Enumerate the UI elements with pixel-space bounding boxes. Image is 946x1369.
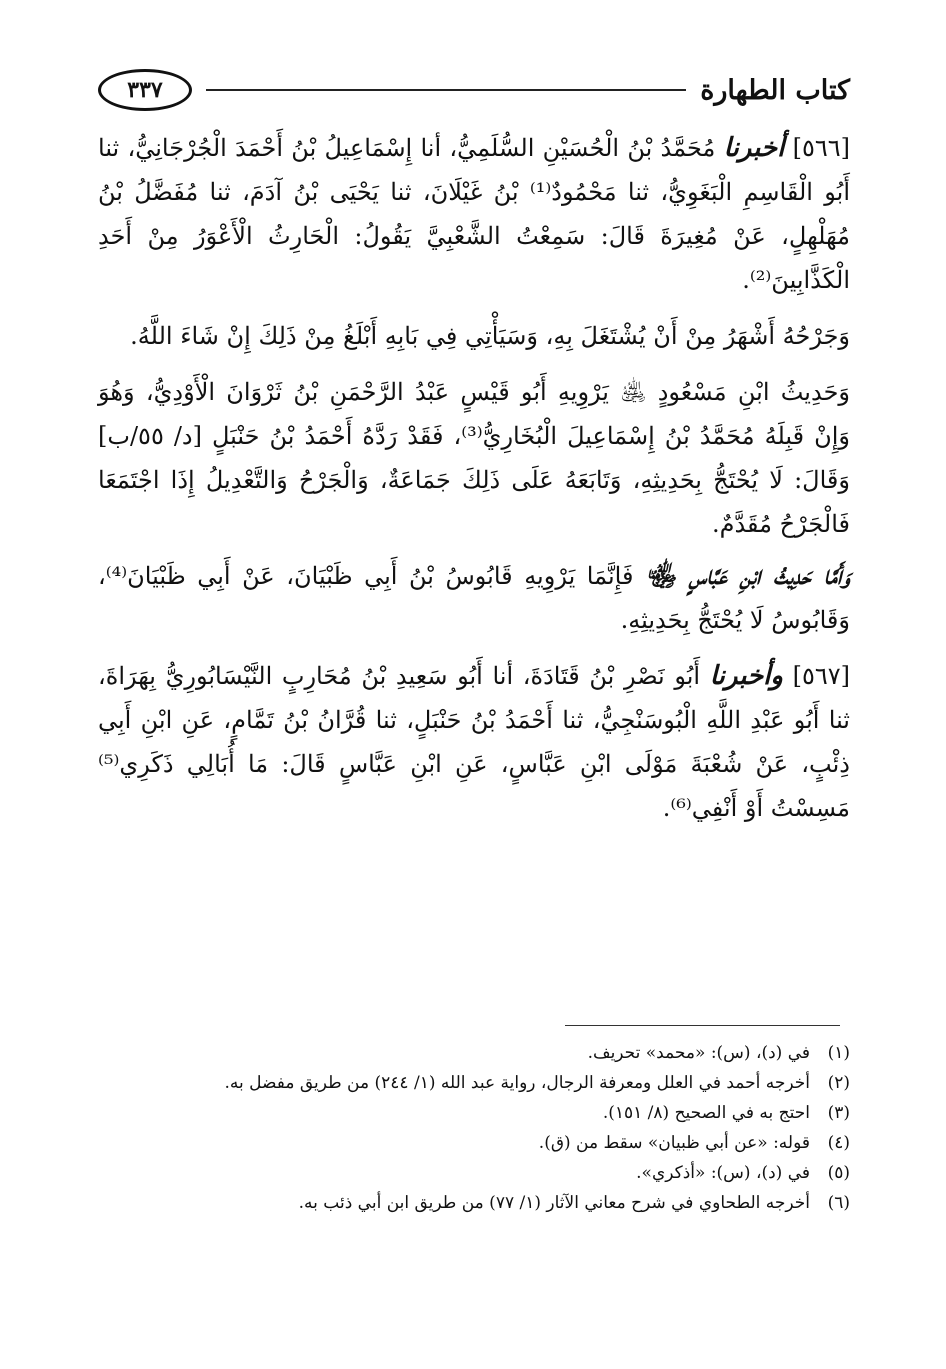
paragraph-text: وَجَرْحُهُ أَشْهَرُ مِنْ أَنْ يُشْتَغَلَ بِهِ، وَسَيَأْتِي فِي بَابِهِ أَبْلَغُ مِنْ ذَلِكَ إِنْ شَاءَ اللَّهُ. bbox=[130, 322, 850, 350]
footnote-separator bbox=[565, 1025, 840, 1026]
footnote-item bbox=[98, 1038, 850, 1068]
paragraph-lead: وأخبرنا bbox=[709, 661, 783, 691]
footnote-text: أخرجه الطحاوي في شرح معاني الآثار (١/ ٧٧) من طريق ابن أبي ذئب به. bbox=[298, 1193, 810, 1213]
footnote-text: أخرجه أحمد في العلل ومعرفة الرجال، رواية عبد الله (١/ ٢٤٤) من طريق مفضل به. bbox=[224, 1073, 810, 1093]
footnote-number: (٤) bbox=[827, 1133, 850, 1153]
footnote-item bbox=[98, 1068, 850, 1098]
footnote-number: (٢) bbox=[827, 1073, 850, 1093]
footnote-item bbox=[98, 1098, 850, 1128]
footnote-text: في (د)، (س): «أذكري». bbox=[636, 1163, 810, 1183]
book-title: كتاب الطهارة bbox=[700, 74, 850, 106]
footnote-number: (٦) bbox=[827, 1193, 850, 1213]
footnote-text: قوله: «عن أبي ظبيان» سقط من (ق). bbox=[538, 1133, 810, 1153]
paragraph-lead: أخبرنا bbox=[723, 133, 785, 163]
paragraph-text: فَإِنَّمَا يَرْوِيهِ قَابُوسُ بْنُ أَبِي ظَبْيَانَ، عَنْ أَبِي ظَبْيَانَ⁽⁴⁾، وَقَابُوسُ لَا يُحْتَجُّ بِحَدِيثِهِ. bbox=[98, 562, 850, 634]
hadith-number: [٥٦٧] bbox=[792, 662, 850, 690]
paragraph-hadith-566 bbox=[98, 126, 850, 302]
footnote-number: (٣) bbox=[827, 1103, 850, 1123]
hadith-number: [٥٦٦] bbox=[792, 134, 850, 162]
paragraph-hadith-567 bbox=[98, 654, 850, 830]
paragraph-commentary bbox=[98, 314, 850, 358]
footnote-text: احتج به في الصحيح (٨/ ١٥١). bbox=[602, 1103, 810, 1123]
footnote-item bbox=[98, 1128, 850, 1158]
header-rule bbox=[206, 89, 686, 91]
footnote-number: (١) bbox=[827, 1043, 850, 1063]
footnote-text: في (د)، (س): «محمد» تحريف. bbox=[587, 1043, 810, 1063]
paragraph-text: أَبُو نَصْرِ بْنُ قَتَادَةَ، أنا أَبُو سَعِيدِ بْنُ مُحَارِبٍ النَّيْسَابُورِيُّ بِهَرَاةَ، ثنا أَبُو عَبْدِ اللَّهِ الْبُوسَنْجِيُّ، ثنا أَحْمَدُ بْنُ حَنْبَلٍ، ثنا قُرَّانُ بْنُ تَمَّامٍ، عَنِ ابْنِ أَبِي ذِئْبٍ، عَنْ شُعْبَةَ مَوْلَى ابْنِ عَبَّاسٍ، عَنِ ابْنِ عَبَّاسٍ قَالَ: مَا أُبَالِي ذَكَرِي⁽⁵⁾ مَسِسْتُ أَوْ أَنْفِي⁽⁶⁾. bbox=[98, 662, 850, 822]
footnote-item bbox=[98, 1188, 850, 1218]
page-number: ٣٣٧ bbox=[98, 69, 192, 111]
paragraph-lead: وَأَمَّا حَدِيثُ ابْنِ عَبَّاسٍ ﵄ bbox=[645, 561, 850, 591]
footnote-item bbox=[98, 1158, 850, 1188]
footnotes bbox=[98, 1038, 850, 1218]
footnote-number: (٥) bbox=[827, 1163, 850, 1183]
main-text bbox=[98, 126, 850, 842]
paragraph-ibn-masud bbox=[98, 370, 850, 546]
page-header bbox=[98, 66, 850, 114]
paragraph-text: مُحَمَّدُ بْنُ الْحُسَيْنِ السُّلَمِيُّ، أنا إِسْمَاعِيلُ بْنُ أَحْمَدَ الْجُرْجَانِيُّ، ثنا أَبُو الْقَاسِمِ الْبَغَوِيُّ، ثنا مَحْمُودٌ⁽¹⁾ بْنُ غَيْلَانَ، ثنا يَحْيَى بْنُ آدَمَ، ثنا مُفَضَّلُ بْنُ مُهَلْهِلٍ، عَنْ مُغِيرَةَ قَالَ: سَمِعْتُ الشَّعْبِيَّ يَقُولُ: الْحَارِثُ الْأَعْوَرُ مِنْ أَحَدِ الْكَذَّابِينَ⁽²⁾. bbox=[98, 134, 850, 294]
paragraph-text: وَحَدِيثُ ابْنِ مَسْعُودٍ ﵁ يَرْوِيهِ أَبُو قَيْسٍ عَبْدُ الرَّحْمَنِ بْنُ ثَرْوَانَ الْأَوْدِيُّ، وَهُوَ وَإِنْ قَبِلَهُ مُحَمَّدُ بْنُ إِسْمَاعِيلَ الْبُخَارِيُّ⁽³⁾، فَقَدْ رَدَّهُ أَحْمَدُ بْنُ حَنْبَلٍ [د/ ٥٥/ب] وَقَالَ: لَا يُحْتَجُّ بِحَدِيثِهِ، وَتَابَعَهُ عَلَى ذَلِكَ جَمَاعَةٌ، وَالْجَرْحُ وَالتَّعْدِيلُ إِذَا اجْتَمَعَا فَالْجَرْحُ مُقَدَّمٌ. bbox=[98, 378, 850, 538]
paragraph-ibn-abbas bbox=[98, 554, 850, 642]
